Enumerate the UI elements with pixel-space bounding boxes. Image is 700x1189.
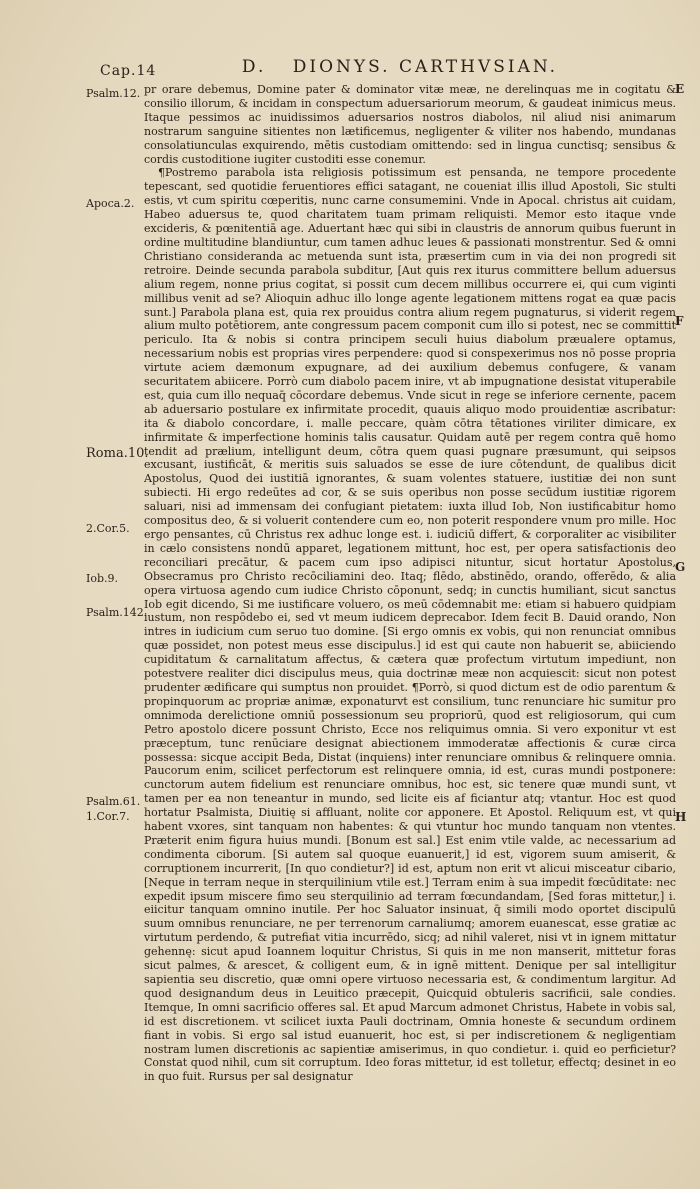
running-title bbox=[0, 57, 700, 81]
running-title-main: DIONYS. CARTHVSIAN. bbox=[292, 57, 559, 77]
margin-letter: F bbox=[675, 314, 684, 328]
margin-letter: G bbox=[675, 560, 686, 574]
body-text bbox=[144, 83, 676, 1084]
chapter-heading: Cap.14 bbox=[100, 63, 157, 79]
running-title-left: D. bbox=[241, 57, 267, 77]
margin-ref: 2.Cor.5. bbox=[86, 522, 130, 535]
paragraph: pr orare debemus, Domine pater & dominator vitæ meæ, ne derelinquas me in cogitatu & consilio illorum, & incidam in conspectum aduersariorum meorum, & gaudeat inimicus meus. Itaque pessimos ac inuidissimos aduersarios nostros diabolos, nil aliud nisi animarum nostrarum sanguine sitientes non lætificemus, negligenter & viliter nos habendo, mundanas consolatiunculas exquirendo, mētis custodiam omittendo: sed in lingua cunctisq; sensibus & cordis custoditione iugiter custoditi esse conemur. bbox=[144, 83, 676, 166]
margin-ref: Apoca.2. bbox=[86, 197, 135, 210]
margin-ref: 1.Cor.7. bbox=[86, 810, 130, 823]
margin-letter: H bbox=[675, 810, 687, 824]
margin-ref: Psalm.61. bbox=[86, 795, 141, 808]
margin-ref: Iob.9. bbox=[86, 572, 119, 585]
paragraph: ¶Postremo parabola ista religiosis potissimum est pensanda, ne tempore procedente tepescant, sed quotidie feruentiores effici satagant, ne coueniat illis illud Apostoli, Sic stulti estis, vt cum spiritu cœperitis, nunc carne consumemini. Vnde in Apocal. christus ait cuidam, Habeo aduersus te, quod charitatem tuam primam reliquisti. Memor esto itaque vnde excideris, & pœnitentiā age. Aduertant hæc qui sibi in claustris de annorum quibus fuerunt in ordine multitudine blandiuntur, cum tamen adhuc leues & passionati monstrentur. Sed & omni Christiano consideranda ac metuenda sunt ista, præsertim cum in via dei non progredi sit retroire. Deinde secunda parabola subditur, [Aut quis rex iturus committere bellum aduersus alium regem, nonne prius cogitat, si possit cum decem millibus occurrere ei, qui cum viginti millibus venit ad se? Alioquin adhuc illo longe agente legationem mittens rogat ea quæ pacis sunt.] Parabola plana est, quia rex prouidus contra alium regem pugnaturus, si viderit regem alium multo potētiorem, ante congressum pacem componit cum illo si potest, nec se committit periculo. Ita & nobis si contra principem seculi huius diabolum præualere optamus, necessarium nobis est proprias vires perpendere: quod si conspexerimus nos nō posse propria virtute aciem dæmonum expugnare, ad dei auxilium debemus confugere, & vanam securitatem abiicere. Porrò cum diabolo pacem inire, vt ab impugnatione desistat vituperabile est, quia cum illo nequaq̄ cōcordare debemus. Vnde sicut in rege se inferiore cernente, pacem ab aduersario postulare ex infirmitate procedit, quauis aliquo modo prouidentiæ ascribatur: ita & diabolo concordare, i. malle peccare, quàm cōtra tētationes viriliter dimicare, ex infirmitate & imperfectione hominis talis causatur. Quidam autē per regem contra quē homo tendit ad prælium, intelligunt deum, cōtra quem quasi pugnare præsumunt, qui seipsos excusant, iustificāt, & meritis suis saluados se esse de iure cōtendunt, de qualibus dicit Apostolus, Quod dei iustitiā ignorantes, & suam volentes statuere, iustitiæ dei non sunt subiecti. Hi ergo redeūtes ad cor, & se suis operibus non posse secūdum iustitiæ rigorem saluari, nisi ad immensam dei confugiant pietatem: iuxta illud Iob, Non iustificabitur homo compositus deo, & si voluerit contendere cum eo, non poterit respondere vnum pro mille. Hoc ergo pensantes, cū Christus rex adhuc longe est. i. iudiciū differt, & corporaliter ac visibiliter in cælo consistens nondū apparet, legationem mittunt, hoc est, per opera satisfactionis deo reconciliari precātur, & pacem cum ipso adipisci nituntur, sicut hortatur Apostolus, Obsecramus pro Christo recōciliamini deo. Itaq; flēdo, abstinēdo, orando, offerēdo, & alia opera virtuosa agendo cum iudice Christo cōponunt, sedq; in cunctis humiliant, sicut sanctus Iob egit dicendo, Si me iustificare voluero, os meū cōdemnabit me: etiam si habuero quidpiam iustum, non respōdebo ei, sed vt meum iudicem deprecabor. Idem fecit B. Dauid orando, Non intres in iudicium cum seruo tuo domine. [Si ergo omnis ex vobis, qui non renunciat omnibus quæ possidet, non potest meus esse discipulus.] id est qui caute non habuerit se, abiiciendo cupiditatum & carnalitatum affectus, & cætera quæ profectum virtutum impediunt, non potestvere realiter dici discipulus meus, quia doctrinæ meæ non acquiescit: sicut non potest prudenter ædificare qui sumptus non prouidet. ¶Porrò, si quod dictum est de odio parentum & propinquorum ac propriæ animæ, exponaturvt est consilium, tunc renunciare hic sumitur pro omnimoda derelictione omniū possessionum seu propriorū, quod est religiosorum, qui cum Petro apostolo dicere possunt Christo, Ecce nos reliquimus omnia. Si vero exponitur vt est præceptum, tunc renūciare designat abiectionem immoderatæ affectionis & curæ circa possessa: sicque accipit Beda, Distat (inquiens) inter renunciare omnibus & relinquere omnia. Paucorum enim, scilicet perfectorum est relinquere omnia, id est, curas mundi postponere: cunctorum autem fidelium est renunciare omnibus, hoc est, sic tenere quæ mundi sunt, vt tamen per ea non teneantur in mundo, sed licite eis af ficiantur atq; vtantur. Hoc est quod hortatur Psalmista, Diuitię si affluant, nolite cor apponere. Et Apostol. Reliquum est, vt qui habent vxores, sint tanquam non habentes: & qui vtuntur hoc mundo tanquam non vtentes. Præterit enim figura huius mundi. [Bonum est sal.] Est enim vtile valde, ac necessarium ad condimenta ciborum. [Si autem sal quoque euanuerit,] id est, vigorem suum amiserit, & corruptionem incurrerit, [In quo condietur?] id est, aptum non erit vt alicui misceatur cibario, [Neque in terram neque in sterquilinium vtile est.] Terram enim à sua impedit fœcūditate: nec expedit ipsum miscere fimo seu sterquilinio ad terram fœcundandam, [Sed foras mittetur,] i. eiicitur tanquam omnino inutile. Per hoc Saluator insinuat, q̄ simili modo oportet discipulū suum omnibus renunciare, ne per terrenorum carnaliumq; amorem euanescat, esse gratiæ ac virtutum perdendo, & putrefiat vitia incurrēdo, sicq; ad nihil valeret, nisi vt in ignem mittatur gehennę: sicut apud Ioannem loquitur Christus, Si quis in me non manserit, mittetur foras sicut palmes, & arescet, & colligent eum, & in ignē mittent. Denique per sal intelligitur sapientia seu discretio, quæ omni opere virtuoso necessaria est, & condimentum largitur. Ad quod designandum deus in Leuitico præcepit, Quicquid obtuleris sacrificii, sale condies. Itemque, In omni sacrificio offeres sal. Et apud Marcum admonet Christus, Habete in vobis sal, id est discretionem. vt scilicet iuxta Pauli doctrinam, Omnia honeste & secundum ordinem fiant in vobis. Si ergo sal istud euanuerit, hoc est, si per indiscretionem & negligentiam nostram lumen discretionis ac sapientiæ amiserimus, in quo condietur. i. quid eo perficietur? Constat quod nihil, cum sit corruptum. Ideo foras mittetur, id est tolletur, effectq; desinet in eo in quo fuit. Rursus per sal designatur bbox=[144, 166, 676, 1084]
margin-letter: E bbox=[675, 82, 685, 96]
margin-ref: Roma.10. bbox=[86, 446, 149, 461]
margin-ref: Psalm.12. bbox=[86, 87, 141, 100]
margin-ref: Psalm.142. bbox=[86, 606, 148, 619]
